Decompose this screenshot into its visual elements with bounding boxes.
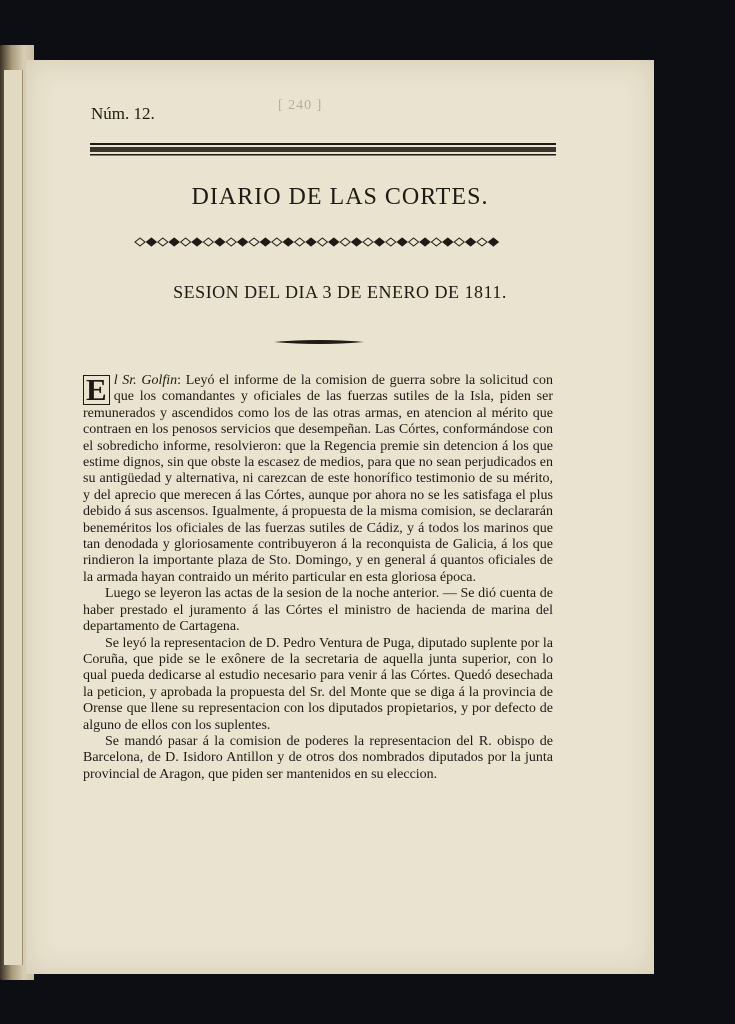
ornament-diamond: [488, 238, 498, 246]
body-text: [83, 373, 553, 783]
ornament-diamond: [158, 238, 168, 246]
ornament-diamond: [329, 238, 339, 246]
drop-cap: E: [83, 375, 110, 405]
ornament-diamond: [466, 238, 476, 246]
speaker-name: l Sr. Golfin: [113, 373, 178, 388]
ornament-diamond: [272, 238, 282, 246]
page-number: Núm. 12.: [91, 104, 155, 123]
ornament-diamond: [317, 238, 327, 246]
paragraph-2: Luego se leyeron las actas de la sesion de la noche anterior. — Se dió cuenta de haber prestado el juramento á las Córtes el ministro de hacienda de marina del departamento de Cartagena.: [83, 586, 553, 635]
page-title: DIARIO DE LAS CORTES.: [191, 184, 489, 210]
ornament-diamond: [454, 238, 464, 246]
ornament-diamond: [409, 238, 419, 246]
ornament-diamond: [260, 238, 270, 246]
document-page: [26, 60, 654, 974]
header-double-rule: [90, 142, 556, 156]
ornament-diamond: [420, 238, 430, 246]
ornament-diamond: [397, 238, 407, 246]
ornament-divider: [134, 236, 504, 248]
left-page-leaf: [4, 70, 23, 965]
ornament-diamond: [443, 238, 453, 246]
ornament-diamond: [295, 238, 305, 246]
pencil-annotation: [ 240 ]: [278, 98, 323, 113]
ornament-diamond: [363, 238, 373, 246]
ornament-diamond: [146, 238, 156, 246]
paragraph-1: [83, 373, 553, 586]
ornament-diamond: [374, 238, 384, 246]
ornament-diamond: [283, 238, 293, 246]
short-divider: [274, 338, 364, 346]
ornament-diamond: [477, 238, 487, 246]
paragraph-text: : Leyó el informe de la comision de guerra sobre la solicitud con que los comandantes y oficiales de las fuerzas sutiles de la Isla, piden ser remunerados y ascendidos como los de las otras armas, en atencion al mérito que contraen en los penosos servicios que desempeñan. Las Córtes, conformándose con el sobredicho informe, resolvieron: que la Regencia premie sin detencion á los que estime dignos, sin que obste la escasez de medios, para que no sean perjudicados en su antigüedad y alternativa, ni carezcan de este honorífico testimonio de su mérito, y del aprecio que merecen á las Córtes, aunque por ahora no se les satisfaga el plus debido á sus ascensos. Igualmente, á propuesta de la misma comision, se declararán beneméritos los oficiales de las fuerzas sutiles de Cádiz, y á todos los marinos que tan denodada y gloriosamente contribuyeron á la reconquista de Galicia, á los que rindieron la importante plaza de Sto. Domingo, y en general á quantos oficiales de la armada hayan contraido un mérito particular en esta gloriosa época.: [83, 373, 553, 585]
ornament-diamond: [431, 238, 441, 246]
ornament-diamond: [181, 238, 191, 246]
ornament-diamond: [386, 238, 396, 246]
ornament-diamond: [306, 238, 316, 246]
ornament-diamond: [169, 238, 179, 246]
ornament-diamond: [203, 238, 213, 246]
ornament-diamond: [192, 238, 202, 246]
ornament-diamond: [135, 238, 145, 246]
ornament-diamond: [226, 238, 236, 246]
ornament-diamond: [352, 238, 362, 246]
ornament-diamond: [249, 238, 259, 246]
ornament-diamond: [238, 238, 248, 246]
ornament-diamond: [340, 238, 350, 246]
paragraph-3: Se leyó la representacion de D. Pedro Ventura de Puga, diputado suplente por la Coruña, que pide se le exônere de la secretaria de aquella junta superior, con lo qual pueda dedicarse al estudio necesario para venir á las Córtes. Quedó desechada la peticion, y aprobada la propuesta del Sr. del Monte que se diga á la provincia de Orense que llene su representacion con los diputados propietarios, y por defecto de alguno de ellos con los suplentes.: [83, 635, 553, 733]
session-heading: SESION DEL DIA 3 DE ENERO DE 1811.: [173, 282, 507, 302]
ornament-diamond: [215, 238, 225, 246]
paragraph-4: Se mandó pasar á la comision de poderes la representacion del R. obispo de Barcelona, de D. Isidoro Antillon y de otros dos nombrados diputados por la junta provincial de Aragon, que piden ser mantenidos en su eleccion.: [83, 733, 553, 782]
